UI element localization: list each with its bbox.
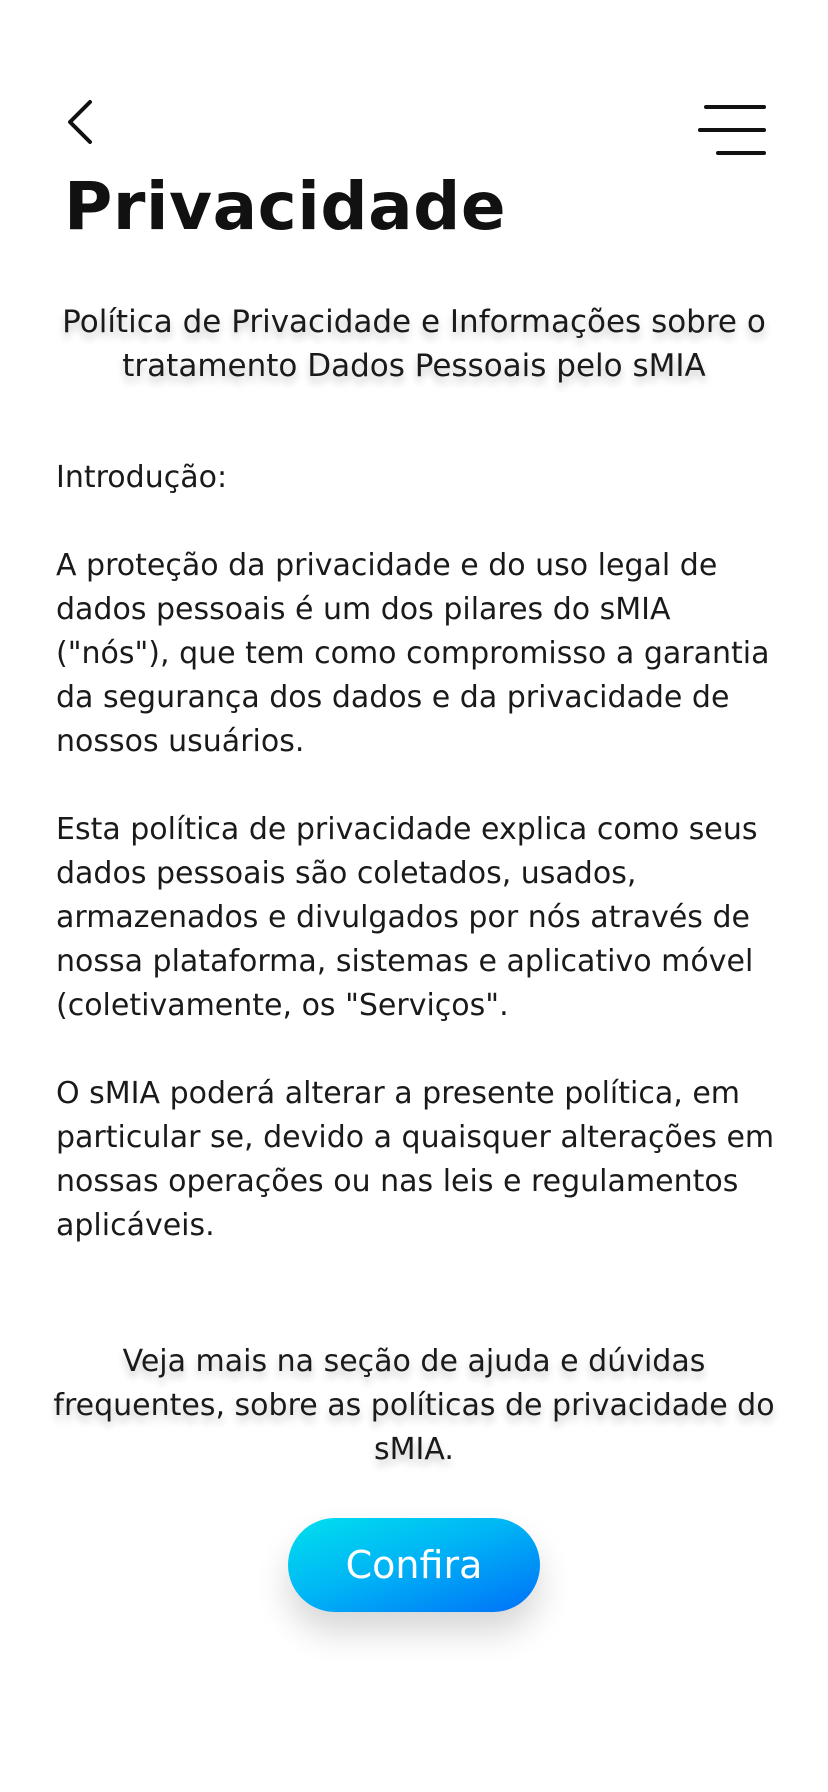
policy-paragraph: A proteção da privacidade e do uso legal de dados pessoais é um dos pilares do sMIA ("nós"), que tem como compromisso a garantia da segurança dos dados e da privacidade de nossos usuários. [56,548,770,759]
back-button[interactable] [64,96,108,152]
policy-content [56,456,786,1292]
menu-button[interactable] [698,103,766,159]
policy-paragraph: O sMIA poderá alterar a presente política, em particular se, devido a quaisquer alterações em nossas operações ou nas leis e regulamentos aplicáveis. [56,1076,775,1243]
intro-heading: Introdução: [56,460,228,495]
menu-icon [698,103,766,159]
page-subtitle: Política de Privacidade e Informações sobre o tratamento Dados Pessoais pelo sMIA [62,304,766,384]
page-title: Privacidade [64,168,507,245]
chevron-left-icon [64,96,108,152]
help-text: Veja mais na seção de ajuda e dúvidas frequentes, sobre as políticas de privacidade do sMIA. [53,1344,775,1467]
confira-button[interactable]: Confira [288,1518,540,1612]
policy-paragraph: Esta política de privacidade explica como seus dados pessoais são coletados, usados, armazenados e divulgados por nós através de nossa plataforma, sistemas e aplicativo móvel (coletivamente, os "Serviços". [56,812,758,1023]
